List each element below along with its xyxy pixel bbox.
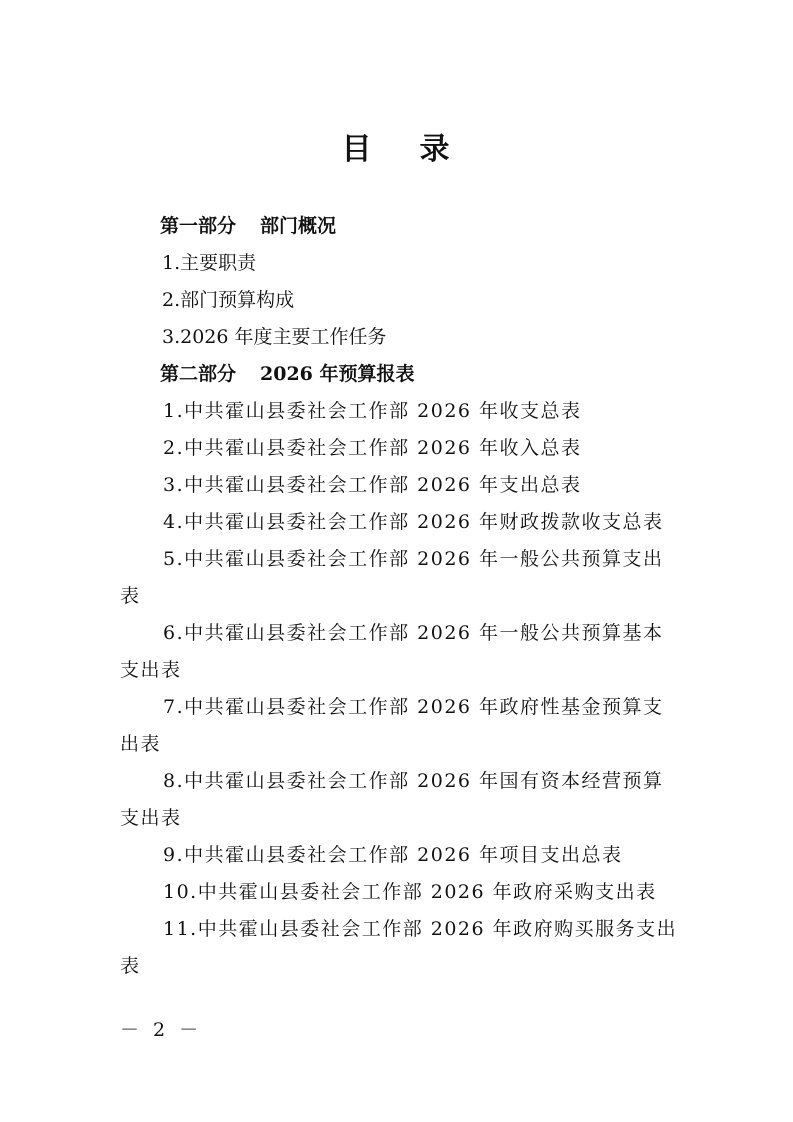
- page-number: － 2 －: [120, 1019, 203, 1041]
- toc-item-government-services-cont[interactable]: 表: [120, 955, 141, 977]
- toc-item-project-expenditure[interactable]: 9.中共霍山县委社会工作部 2026 年项目支出总表: [163, 844, 623, 866]
- page-title: [0, 130, 793, 170]
- toc-item-revenue-total[interactable]: 2.中共霍山县委社会工作部 2026 年收入总表: [163, 437, 582, 459]
- toc-item-state-capital-cont[interactable]: 支出表: [120, 807, 182, 829]
- toc-item-general-public-budget[interactable]: 5.中共霍山县委社会工作部 2026 年一般公共预算支出: [163, 548, 664, 570]
- part-two-heading: [0, 356, 793, 393]
- toc-item-revenue-expenditure-total[interactable]: 1.中共霍山县委社会工作部 2026 年收支总表: [163, 400, 582, 422]
- toc-item-government-services[interactable]: 11.中共霍山县委社会工作部 2026 年政府购买服务支出: [163, 918, 678, 940]
- toc-item-general-public-basic-cont[interactable]: 支出表: [120, 659, 182, 681]
- toc-item-expenditure-total[interactable]: 3.中共霍山县委社会工作部 2026 年支出总表: [163, 474, 582, 496]
- toc-item-budget-composition[interactable]: 2.部门预算构成: [162, 289, 295, 311]
- toc-item-government-procurement[interactable]: 10.中共霍山县委社会工作部 2026 年政府采购支出表: [163, 881, 657, 903]
- part-two-name: 2026 年预算报表: [260, 363, 415, 385]
- part-one-heading: [0, 208, 793, 245]
- part-one-name: 部门概况: [260, 215, 337, 237]
- table-of-contents: [0, 208, 793, 985]
- toc-item-government-fund-cont[interactable]: 出表: [120, 733, 162, 755]
- toc-item-fiscal-appropriation[interactable]: 4.中共霍山县委社会工作部 2026 年财政拨款收支总表: [163, 511, 664, 533]
- title-char-2: 录: [419, 132, 452, 167]
- part-two-label: 第二部分: [160, 363, 237, 385]
- toc-item-general-public-budget-cont[interactable]: 表: [120, 585, 141, 607]
- toc-item-state-capital[interactable]: 8.中共霍山县委社会工作部 2026 年国有资本经营预算: [163, 770, 664, 792]
- title-char-1: 目: [341, 132, 374, 167]
- part-one-label: 第一部分: [160, 215, 237, 237]
- toc-item-annual-tasks[interactable]: 3.2026 年度主要工作任务: [162, 326, 387, 348]
- toc-item-government-fund[interactable]: 7.中共霍山县委社会工作部 2026 年政府性基金预算支: [163, 696, 664, 718]
- toc-item-main-duties[interactable]: 1.主要职责: [162, 252, 257, 274]
- toc-item-general-public-basic[interactable]: 6.中共霍山县委社会工作部 2026 年一般公共预算基本: [163, 622, 664, 644]
